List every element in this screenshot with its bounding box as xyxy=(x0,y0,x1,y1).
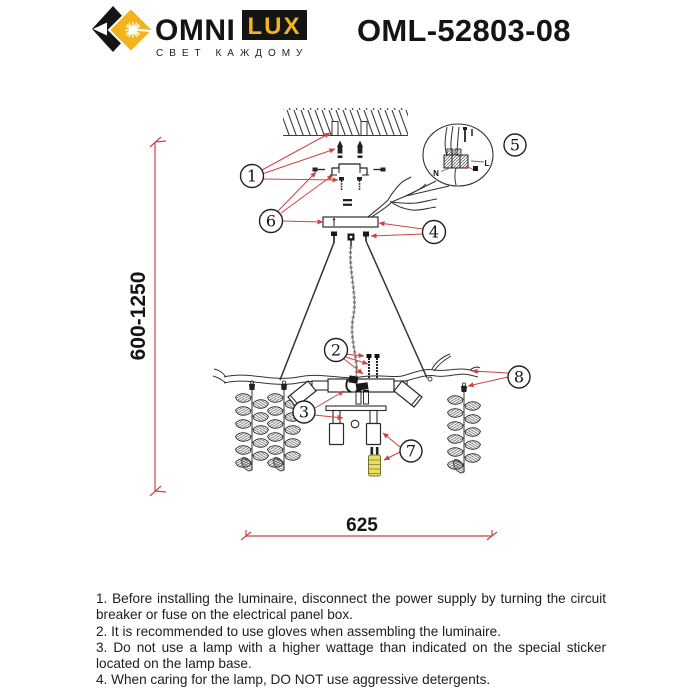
drill-hole xyxy=(361,122,367,136)
callout-8 xyxy=(508,366,530,388)
instruction-3: 3. Do not use a lamp with a higher wattage than indicated on the special sticker located on the lamp base. xyxy=(96,639,606,672)
supply-wires xyxy=(368,177,437,218)
canopy-screws xyxy=(343,199,352,206)
leaf-vine-right xyxy=(447,383,482,475)
spotlight-right xyxy=(394,381,422,407)
ceiling xyxy=(283,108,408,136)
leaf-vine-left-1 xyxy=(235,381,270,473)
svg-text:8: 8 xyxy=(513,367,525,387)
lamp-holder-right xyxy=(367,424,381,445)
svg-text:3: 3 xyxy=(298,402,310,422)
lamp-holder-left xyxy=(330,424,344,445)
svg-text:1: 1 xyxy=(246,166,258,186)
svg-text:4: 4 xyxy=(428,222,440,242)
hanger-sleeve xyxy=(364,392,369,404)
callout-4 xyxy=(423,221,446,244)
callout-6 xyxy=(260,210,283,233)
callout-7 xyxy=(400,440,422,462)
ceiling-hatch xyxy=(283,108,408,136)
holder-bar xyxy=(326,406,386,411)
canopy xyxy=(323,217,378,246)
instruction-1: 1. Before installing the luminaire, disconnect the power supply by turning the circuit breaker or fuse on the electrical panel box. xyxy=(96,591,606,623)
model-number: OML-52803-08 xyxy=(357,13,571,48)
instruction-2: 2. It is recommended to use gloves when assembling the luminaire. xyxy=(96,623,501,639)
decor-ball xyxy=(351,420,359,428)
svg-text:6: 6 xyxy=(265,211,277,231)
wall-anchors xyxy=(337,141,363,159)
wire-terminal-dot xyxy=(473,166,478,171)
callout-2 xyxy=(325,339,348,362)
brand-tagline: СВЕТ КАЖДОМУ xyxy=(156,48,309,59)
brand-name-primary: OMNI xyxy=(155,14,236,47)
instructions xyxy=(96,591,606,689)
dimension-width-label: 625 xyxy=(346,515,378,536)
wire-label-live: L xyxy=(484,159,490,168)
lamp-holders xyxy=(326,406,386,476)
svg-text:5: 5 xyxy=(509,135,521,155)
dimension-width xyxy=(241,515,497,540)
wire-label-neutral: N xyxy=(433,169,439,178)
callout-3 xyxy=(293,401,315,423)
power-cable xyxy=(350,246,356,377)
drill-hole xyxy=(332,122,338,136)
callout-1 xyxy=(241,165,264,188)
instruction-4: 4. When caring for the lamp, DO NOT use aggressive detergents. xyxy=(96,672,491,688)
side-screw xyxy=(381,168,386,172)
brand-name-secondary: LUX xyxy=(247,13,302,40)
dimension-height xyxy=(127,137,166,496)
g9-bulb xyxy=(369,447,381,476)
svg-text:7: 7 xyxy=(405,441,417,461)
svg-text:2: 2 xyxy=(330,340,342,360)
side-screw xyxy=(313,168,318,172)
hanger-sleeve xyxy=(356,392,361,404)
dimension-height-label: 600-1250 xyxy=(127,271,150,361)
mounting-bracket xyxy=(313,164,386,190)
callout-5 xyxy=(504,134,526,156)
adjuster-screws xyxy=(367,354,380,379)
wiring-detail-balloon xyxy=(406,124,493,196)
bracket-screws xyxy=(339,177,362,190)
canopy-hangers xyxy=(331,232,369,247)
